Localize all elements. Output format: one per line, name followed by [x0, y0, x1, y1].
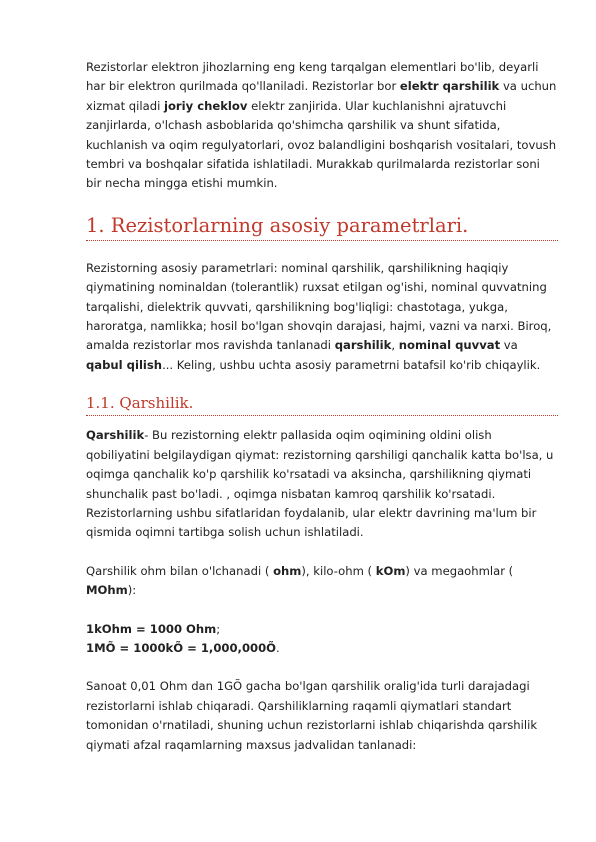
document-page — [86, 58, 558, 755]
range-paragraph: Sanoat 0,01 Ohm dan 1GÕ gacha bo'lgan qarshilik oralig'ida turli darajadagi rezistorlarni ishlab chiqaradi. Qarshiliklarning raqamli qiymatlari standart tomonidan o'rnatiladi, shuning uchun rezistorlarni ishlab chiqarishda qarshilik qiymati afzal raqamlarning maxsus jadvalidan tanlanadi: — [86, 679, 538, 752]
units-paragraph: Qarshilik ohm bilan o'lchanadi ( ohm), kilo-ohm ( kOm) va megaohmlar ( MOhm): — [86, 563, 514, 598]
parameters-paragraph: Rezistorning asosiy parametrlari: nominal qarshilik, qarshilikning haqiqiy qiymatining nominaldan (tolerantlik) ruxsat etilgan og'ishi, nominal quvvatning tarqalishi, dielektrik quvvati, qarshilikning bog'liqligi: chastotaga, yukga, haroratga, namlikka; hosil bo'lgan shovqin darajasi, hajmi, vazni va narxi. Biroq, amalda rezistorlar mos ravishda tanlanadi qarshilik, nominal quvvat va qabul qilish... Keling, ushbu uchta asosiy parametrni batafsil ko'rib chiqaylik. — [86, 260, 552, 372]
section-heading: 1. Rezistorlarning asosiy parametrlari. — [86, 214, 558, 241]
formula-line: 1kOhm = 1000 Ohm; — [86, 621, 221, 636]
resistance-paragraph: Qarshilik- Bu rezistorning elektr pallasida oqim oqimining oldini olish qobiliyatini belgilaydigan qiymat: rezistorning qarshiligi qanchalik katta bo'lsa, u oqimga qanchalik ko'p qarshilik ko'rsatadi va aksincha, qarshilikning qiymati shunchalik past bo'ladi. , oqimga nisbatan kamroq qarshilik ko'rsatadi. Rezistorlarning ushbu sifatlaridan foydalanib, ular elektr davrining ma'lum bir qismida oqimni tartibga solish uchun ishlatiladi. — [86, 428, 554, 540]
formula-line: 1MÕ = 1000kÕ = 1,000,000Õ. — [86, 640, 280, 655]
intro-paragraph: Rezistorlar elektron jihozlarning eng keng tarqalgan elementlari bo'lib, deyarli har bir elektron qurilmada qo'llaniladi. Rezistorlar bor elektr qarshilik va uchun xizmat qiladi joriy cheklov elektr zanjirida. Ular kuchlanishni ajratuvchi zanjirlarda, o'lchash asboblarida qo'shimcha qarshilik va shunt sifatida, kuchlanish va oqim regulyatorlari, ovoz balandligini boshqarish vositalari, tovush tembri va boshqalar sifatida ishlatiladi. Murakkab qurilmalarda rezistorlar soni bir necha mingga etishi mumkin. — [86, 60, 557, 191]
subsection-heading: 1.1. Qarshilik. — [86, 393, 558, 416]
